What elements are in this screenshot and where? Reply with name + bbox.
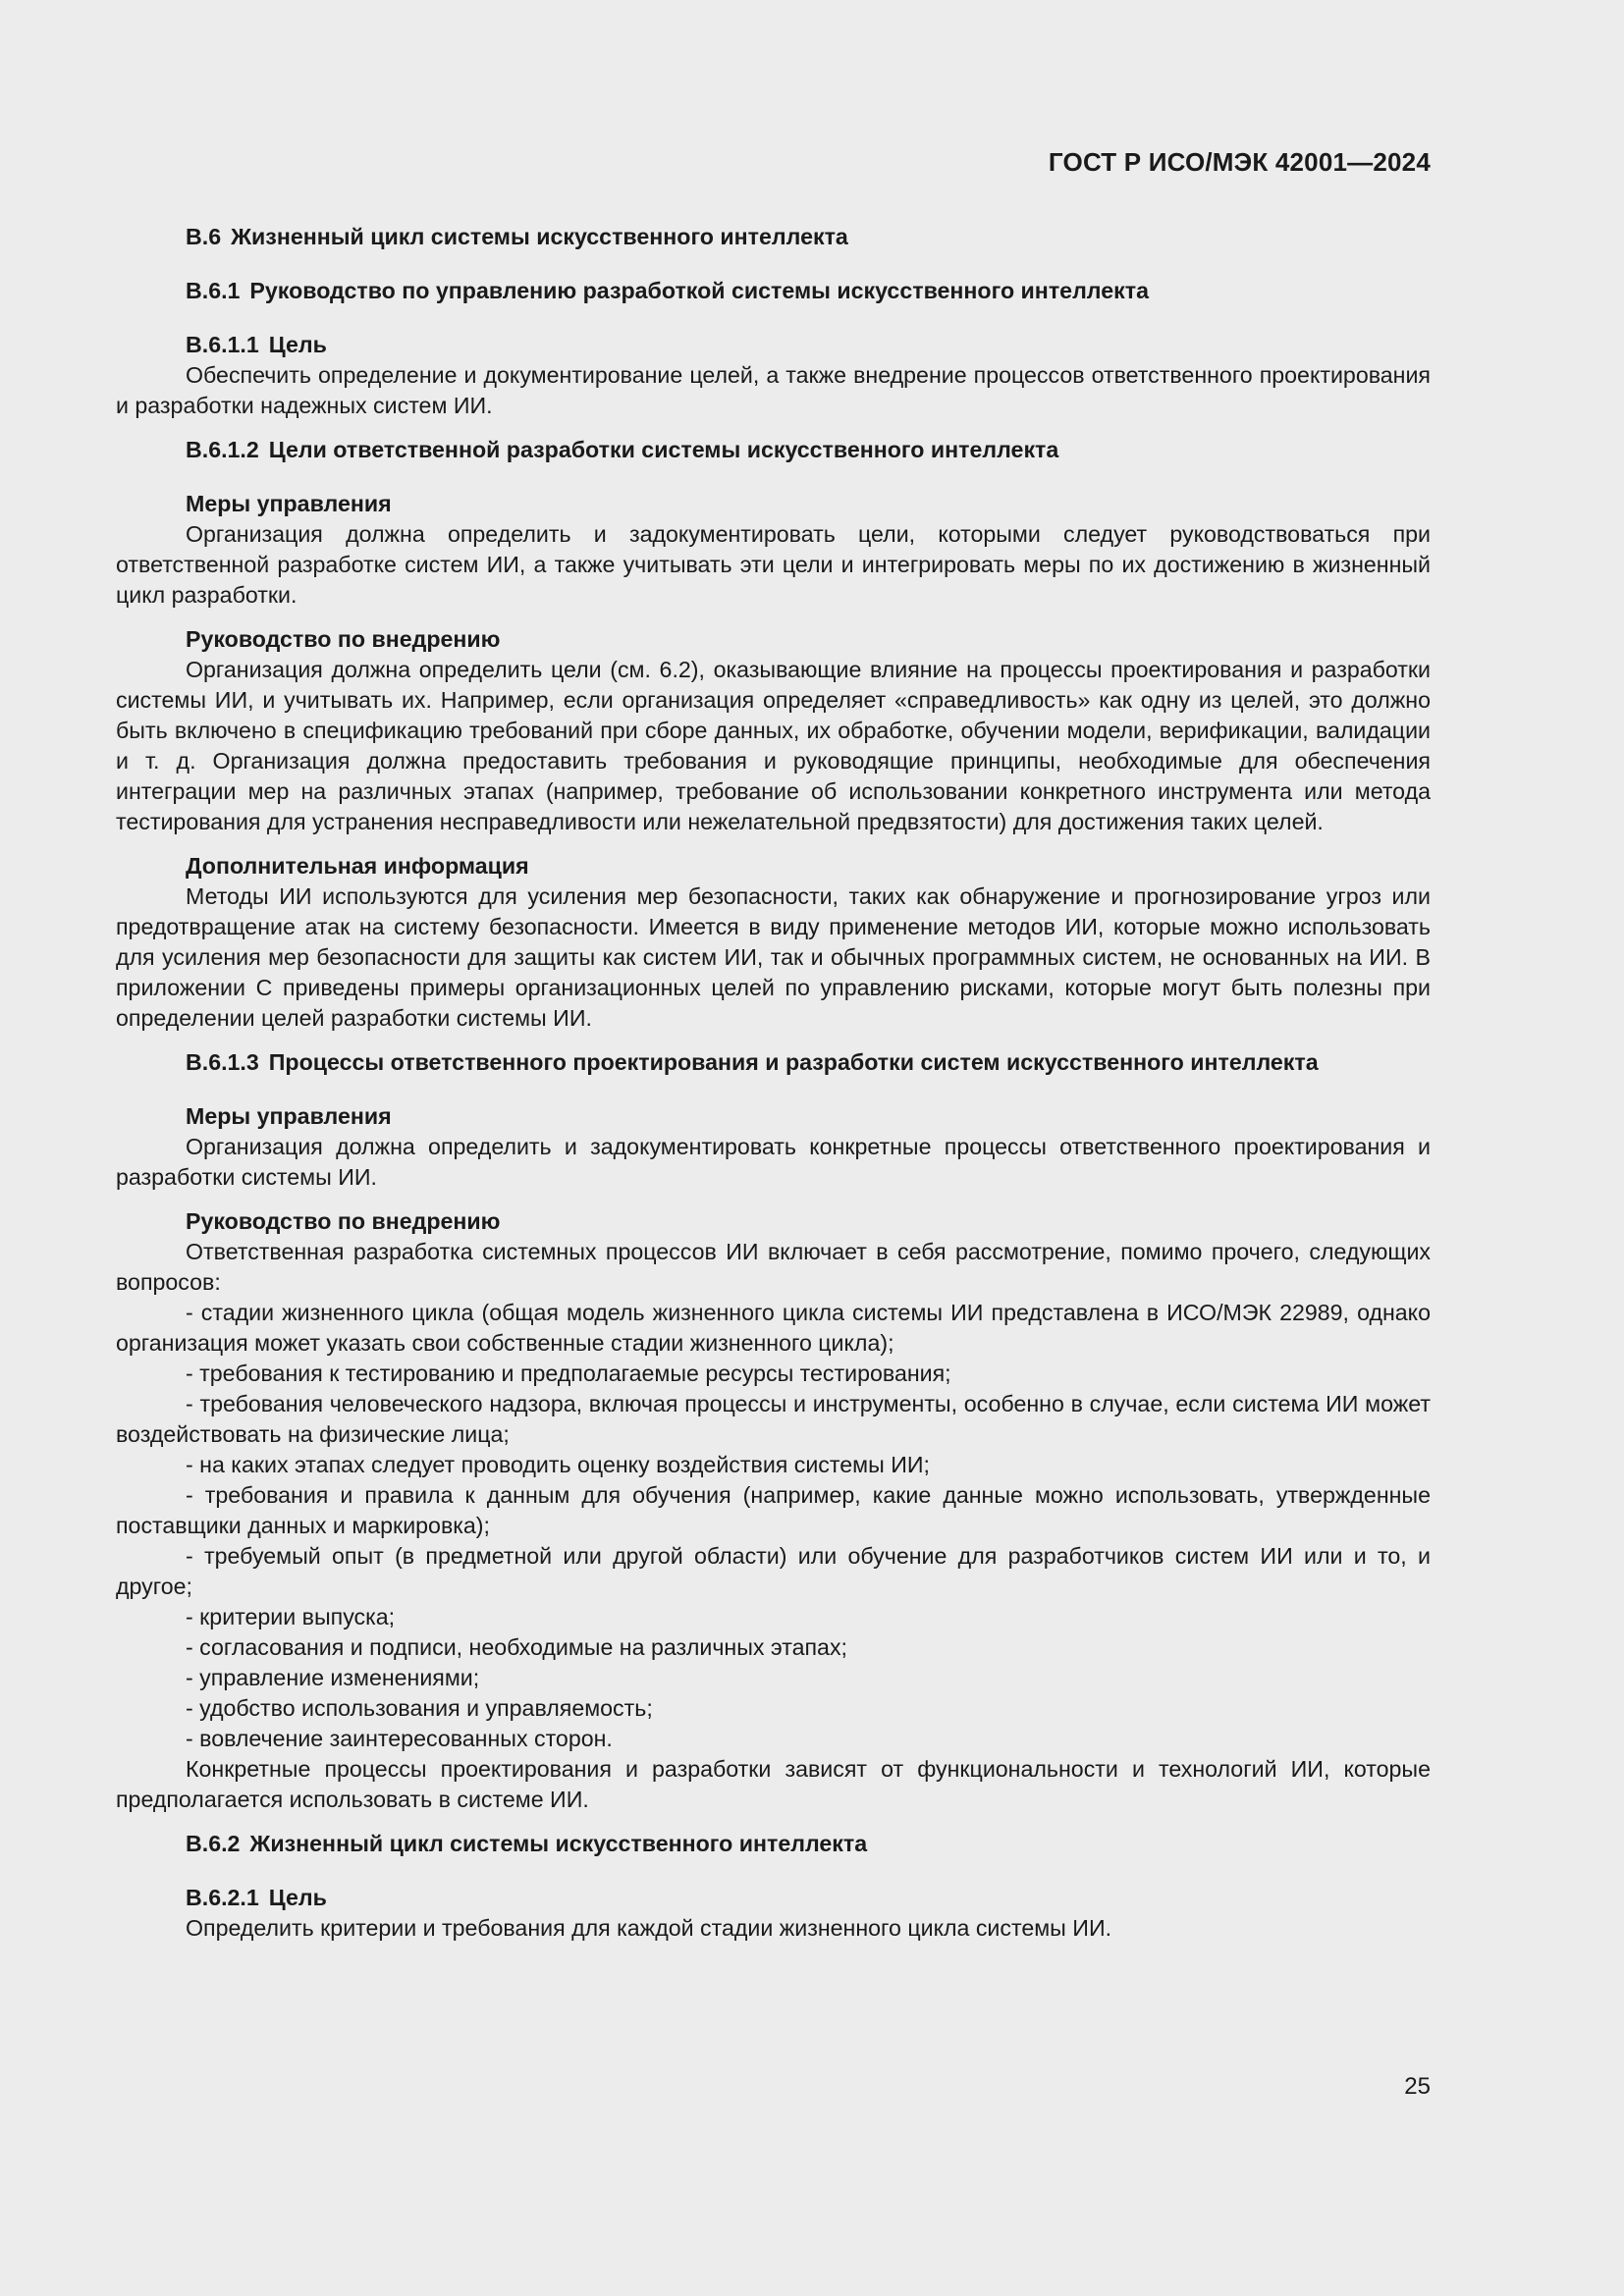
list-item: - требования человеческого надзора, включая процессы и инструменты, особенно в случае, если система ИИ может воздействовать на физические лица; [116,1391,1431,1447]
list-item: - согласования и подписи, необходимые на различных этапах; [186,1634,847,1660]
document-page [116,0,1431,2296]
subheading-guidance: Руководство по внедрению [186,626,501,652]
subheading-controls: Меры управления [186,491,392,516]
list-item: - требования и правила к данным для обучения (например, какие данные можно использовать, утвержденные поставщики данных и маркировка); [116,1482,1431,1538]
list-item: - критерии выпуска; [186,1604,396,1629]
section-heading-b611: В.6.1.1 Цель [186,332,327,357]
running-header: ГОСТ Р ИСО/МЭК 42001—2024 [1048,147,1431,177]
paragraph-b612-guidance: Организация должна определить цели (см. 6.2), оказывающие влияние на процессы проектирования и разработки системы ИИ, и учитывать их. Например, если организация определяет «справедливость» как одну из целей, это должно быть включено в спецификацию требований при сборе данных, их обработке, обучении модели, верификации, валидации и т. д. Организация должна предоставить требования и руководящие принципы, необходимые для обеспечения интеграции мер на различных этапах (например, требование об использовании конкретного инструмента или метода тестирования для устранения несправедливости или нежелательной предвзятости) для достижения таких целей. [116,657,1431,834]
document-content [116,222,1431,1944]
subheading-guidance: Руководство по внедрению [186,1208,501,1234]
paragraph-b621-text: Определить критерии и требования для каждой стадии жизненного цикла системы ИИ. [186,1915,1112,1941]
subheading-controls: Меры управления [186,1103,392,1129]
page-number: 25 [1404,2073,1431,2100]
list-item: - стадии жизненного цикла (общая модель жизненного цикла системы ИИ представлена в ИСО/МЭК 22989, однако организация может указать свои собственные стадии жизненного цикла); [116,1300,1431,1356]
section-heading-b6: В.6 Жизненный цикл системы искусственного интеллекта [186,224,848,249]
paragraph-b612-info: Методы ИИ используются для усиления мер безопасности, таких как обнаружение и прогнозирование угроз или предотвращение атак на систему безопасности. Имеется в виду применение методов ИИ, которые можно использовать для усиления мер безопасности для защиты как систем ИИ, так и обычных программных систем, не основанных на ИИ. В приложении С приведены примеры организационных целей по управлению рисками, которые могут быть полезны при определении целей разработки системы ИИ. [116,883,1431,1031]
list-item: - на каких этапах следует проводить оценку воздействия системы ИИ; [186,1452,930,1477]
list-item: - вовлечение заинтересованных сторон. [186,1726,613,1751]
paragraph-b611-text: Обеспечить определение и документирование целей, а также внедрение процессов ответственного проектирования и разработки надежных систем ИИ. [116,362,1431,418]
paragraph-b613-closing: Конкретные процессы проектирования и разработки зависят от функциональности и технологий ИИ, которые предполагается использовать в системе ИИ. [116,1756,1431,1812]
section-heading-b61: В.6.1 Руководство по управлению разработкой системы искусственного интеллекта [186,278,1149,303]
section-heading-b621: В.6.2.1 Цель [186,1885,327,1910]
paragraph-b612-controls: Организация должна определить и задокументировать цели, которыми следует руководствоваться при ответственной разработке систем ИИ, а также учитывать эти цели и интегрировать меры по их достижению в жизненный цикл разработки. [116,521,1431,608]
section-heading-b612: В.6.1.2 Цели ответственной разработки системы искусственного интеллекта [186,437,1059,462]
list-item: - удобство использования и управляемость; [186,1695,653,1721]
paragraph-b613-controls: Организация должна определить и задокументировать конкретные процессы ответственного проектирования и разработки системы ИИ. [116,1134,1431,1190]
list-item: - требования к тестированию и предполагаемые ресурсы тестирования; [186,1361,951,1386]
section-heading-b613: В.6.1.3 Процессы ответственного проектирования и разработки систем искусственного интеллекта [186,1049,1319,1075]
list-item: - управление изменениями; [186,1665,480,1690]
paragraph-b613-guidance-intro: Ответственная разработка системных процессов ИИ включает в себя рассмотрение, помимо прочего, следующих вопросов: [116,1239,1431,1295]
list-item: - требуемый опыт (в предметной или другой области) или обучение для разработчиков систем ИИ или и то, и другое; [116,1543,1431,1599]
section-heading-b62: В.6.2 Жизненный цикл системы искусственного интеллекта [186,1831,868,1856]
subheading-additional-info: Дополнительная информация [186,853,529,879]
